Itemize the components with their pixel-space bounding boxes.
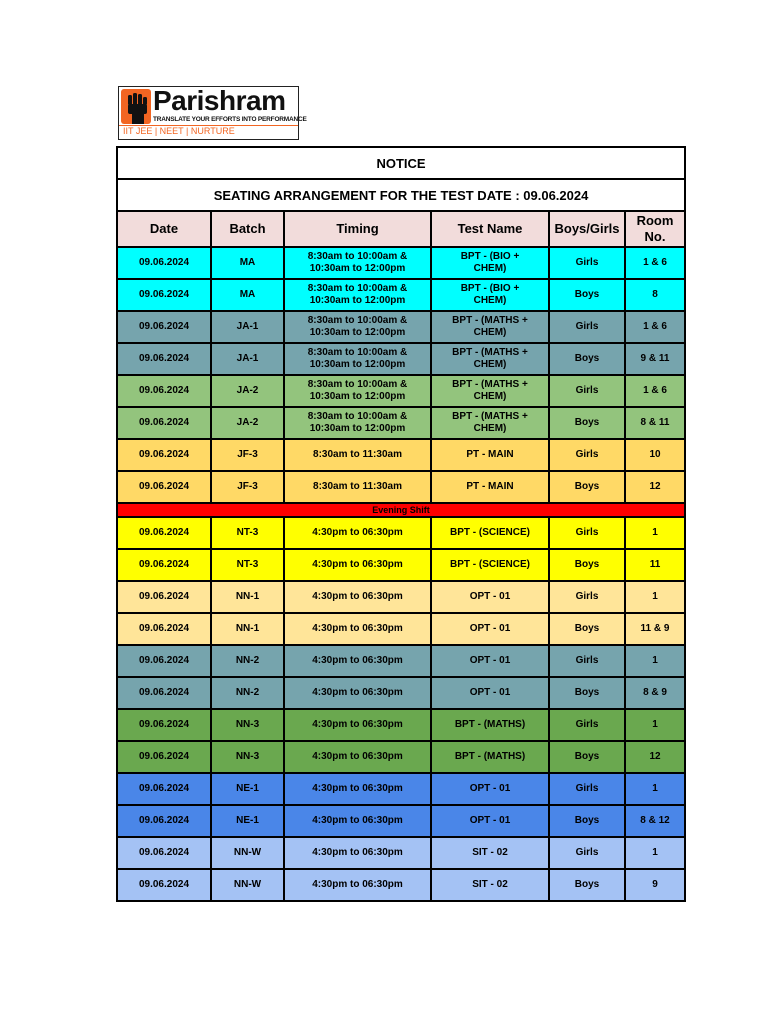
batch-cell: NN-3 [211,709,284,741]
timing-cell: 8:30am to 11:30am [284,439,431,471]
gender-cell: Boys [549,677,625,709]
batch-cell: NE-1 [211,773,284,805]
batch-cell: NN-W [211,869,284,901]
date-cell: 09.06.2024 [117,709,211,741]
date-cell: 09.06.2024 [117,439,211,471]
date-cell: 09.06.2024 [117,549,211,581]
batch-cell: JA-1 [211,343,284,375]
table-row [117,709,685,741]
batch-cell: NN-W [211,837,284,869]
gender-cell: Girls [549,517,625,549]
test-name-cell: PT - MAIN [431,471,549,503]
table-row [117,247,685,279]
timing-cell: 8:30am to 11:30am [284,471,431,503]
timing-cell: 8:30am to 10:00am & 10:30am to 12:00pm [284,375,431,407]
batch-cell: JA-2 [211,407,284,439]
timing-cell: 4:30pm to 06:30pm [284,549,431,581]
date-cell: 09.06.2024 [117,581,211,613]
room-cell: 8 & 11 [625,407,685,439]
date-cell: 09.06.2024 [117,343,211,375]
evening-shift-row [117,503,685,517]
column-header: Timing [284,211,431,247]
batch-cell: MA [211,279,284,311]
date-cell: 09.06.2024 [117,773,211,805]
parishram-logo [118,85,307,140]
gender-cell: Girls [549,247,625,279]
test-name-cell: OPT - 01 [431,677,549,709]
column-header: Date [117,211,211,247]
test-name-cell: BPT - (BIO + CHEM) [431,247,549,279]
room-cell: 11 [625,549,685,581]
table-row [117,343,685,375]
room-cell: 1 [625,581,685,613]
batch-cell: NT-3 [211,549,284,581]
column-header: Boys/Girls [549,211,625,247]
timing-cell: 4:30pm to 06:30pm [284,581,431,613]
room-cell: 1 [625,645,685,677]
table-row [117,439,685,471]
room-cell: 10 [625,439,685,471]
room-cell: 12 [625,741,685,773]
table-row [117,869,685,901]
date-cell: 09.06.2024 [117,613,211,645]
room-cell: 1 & 6 [625,311,685,343]
date-cell: 09.06.2024 [117,645,211,677]
table-row [117,805,685,837]
date-cell: 09.06.2024 [117,837,211,869]
table-row [117,311,685,343]
gender-cell: Boys [549,343,625,375]
logo-tagline: TRANSLATE YOUR EFFORTS INTO PERFORMANCE [153,116,307,123]
table-row [117,517,685,549]
test-name-cell: BPT - (MATHS) [431,741,549,773]
timing-cell: 8:30am to 10:00am & 10:30am to 12:00pm [284,311,431,343]
test-name-cell: OPT - 01 [431,773,549,805]
gender-cell: Boys [549,471,625,503]
logo-streams: IIT JEE | NEET | NURTURE [123,126,235,136]
batch-cell: NN-2 [211,645,284,677]
timing-cell: 4:30pm to 06:30pm [284,773,431,805]
column-header: Batch [211,211,284,247]
test-name-cell: BPT - (MATHS + CHEM) [431,343,549,375]
room-cell: 1 [625,837,685,869]
room-cell: 1 & 6 [625,375,685,407]
room-cell: 9 [625,869,685,901]
table-row [117,549,685,581]
room-cell: 8 & 12 [625,805,685,837]
date-cell: 09.06.2024 [117,311,211,343]
date-cell: 09.06.2024 [117,677,211,709]
room-cell: 1 & 6 [625,247,685,279]
timing-cell: 8:30am to 10:00am & 10:30am to 12:00pm [284,407,431,439]
room-cell: 8 & 9 [625,677,685,709]
header-row [117,211,685,247]
test-name-cell: SIT - 02 [431,837,549,869]
table-row [117,741,685,773]
test-name-cell: BPT - (MATHS) [431,709,549,741]
date-cell: 09.06.2024 [117,407,211,439]
batch-cell: NT-3 [211,517,284,549]
gender-cell: Boys [549,869,625,901]
gender-cell: Boys [549,279,625,311]
test-name-cell: BPT - (BIO + CHEM) [431,279,549,311]
gender-cell: Boys [549,407,625,439]
gender-cell: Girls [549,581,625,613]
table-row [117,581,685,613]
room-cell: 1 [625,517,685,549]
evening-shift-label: Evening Shift [117,503,685,517]
raised-fist-icon [121,89,151,124]
table-row [117,471,685,503]
gender-cell: Boys [549,613,625,645]
batch-cell: NE-1 [211,805,284,837]
timing-cell: 4:30pm to 06:30pm [284,645,431,677]
seating-arrangement-table [116,146,686,902]
table-row [117,677,685,709]
test-name-cell: BPT - (MATHS + CHEM) [431,311,549,343]
table-row [117,279,685,311]
date-cell: 09.06.2024 [117,517,211,549]
batch-cell: NN-1 [211,581,284,613]
batch-cell: JF-3 [211,439,284,471]
date-cell: 09.06.2024 [117,375,211,407]
timing-cell: 4:30pm to 06:30pm [284,517,431,549]
seating-title: SEATING ARRANGEMENT FOR THE TEST DATE : 09.06.2024 [117,179,685,211]
date-cell: 09.06.2024 [117,247,211,279]
room-cell: 1 [625,709,685,741]
gender-cell: Girls [549,837,625,869]
logo-streams-band [119,125,298,139]
test-name-cell: BPT - (SCIENCE) [431,549,549,581]
column-header: Room No. [625,211,685,247]
gender-cell: Girls [549,439,625,471]
table-row [117,645,685,677]
test-name-cell: BPT - (SCIENCE) [431,517,549,549]
gender-cell: Boys [549,549,625,581]
gender-cell: Boys [549,741,625,773]
batch-cell: NN-2 [211,677,284,709]
test-name-cell: PT - MAIN [431,439,549,471]
test-name-cell: OPT - 01 [431,581,549,613]
room-cell: 9 & 11 [625,343,685,375]
timing-cell: 8:30am to 10:00am & 10:30am to 12:00pm [284,279,431,311]
date-cell: 09.06.2024 [117,471,211,503]
gender-cell: Boys [549,805,625,837]
gender-cell: Girls [549,709,625,741]
column-header: Test Name [431,211,549,247]
batch-cell: NN-1 [211,613,284,645]
date-cell: 09.06.2024 [117,741,211,773]
batch-cell: JA-2 [211,375,284,407]
batch-cell: MA [211,247,284,279]
seating-title-row [117,179,685,211]
room-cell: 8 [625,279,685,311]
timing-cell: 4:30pm to 06:30pm [284,613,431,645]
room-cell: 11 & 9 [625,613,685,645]
batch-cell: NN-3 [211,741,284,773]
timing-cell: 4:30pm to 06:30pm [284,837,431,869]
timing-cell: 4:30pm to 06:30pm [284,741,431,773]
test-name-cell: OPT - 01 [431,613,549,645]
test-name-cell: OPT - 01 [431,805,549,837]
gender-cell: Girls [549,311,625,343]
notice-row [117,147,685,179]
gender-cell: Girls [549,375,625,407]
table-row [117,375,685,407]
test-name-cell: BPT - (MATHS + CHEM) [431,407,549,439]
notice-title: NOTICE [117,147,685,179]
date-cell: 09.06.2024 [117,279,211,311]
room-cell: 1 [625,773,685,805]
table-row [117,407,685,439]
table-row [117,773,685,805]
test-name-cell: BPT - (MATHS + CHEM) [431,375,549,407]
date-cell: 09.06.2024 [117,869,211,901]
room-cell: 12 [625,471,685,503]
timing-cell: 8:30am to 10:00am & 10:30am to 12:00pm [284,247,431,279]
test-name-cell: OPT - 01 [431,645,549,677]
batch-cell: JA-1 [211,311,284,343]
timing-cell: 4:30pm to 06:30pm [284,677,431,709]
gender-cell: Girls [549,645,625,677]
gender-cell: Girls [549,773,625,805]
test-name-cell: SIT - 02 [431,869,549,901]
timing-cell: 8:30am to 10:00am & 10:30am to 12:00pm [284,343,431,375]
timing-cell: 4:30pm to 06:30pm [284,805,431,837]
logo-brand-name: Parishram [153,85,286,116]
table-row [117,613,685,645]
timing-cell: 4:30pm to 06:30pm [284,709,431,741]
table-row [117,837,685,869]
date-cell: 09.06.2024 [117,805,211,837]
batch-cell: JF-3 [211,471,284,503]
timing-cell: 4:30pm to 06:30pm [284,869,431,901]
